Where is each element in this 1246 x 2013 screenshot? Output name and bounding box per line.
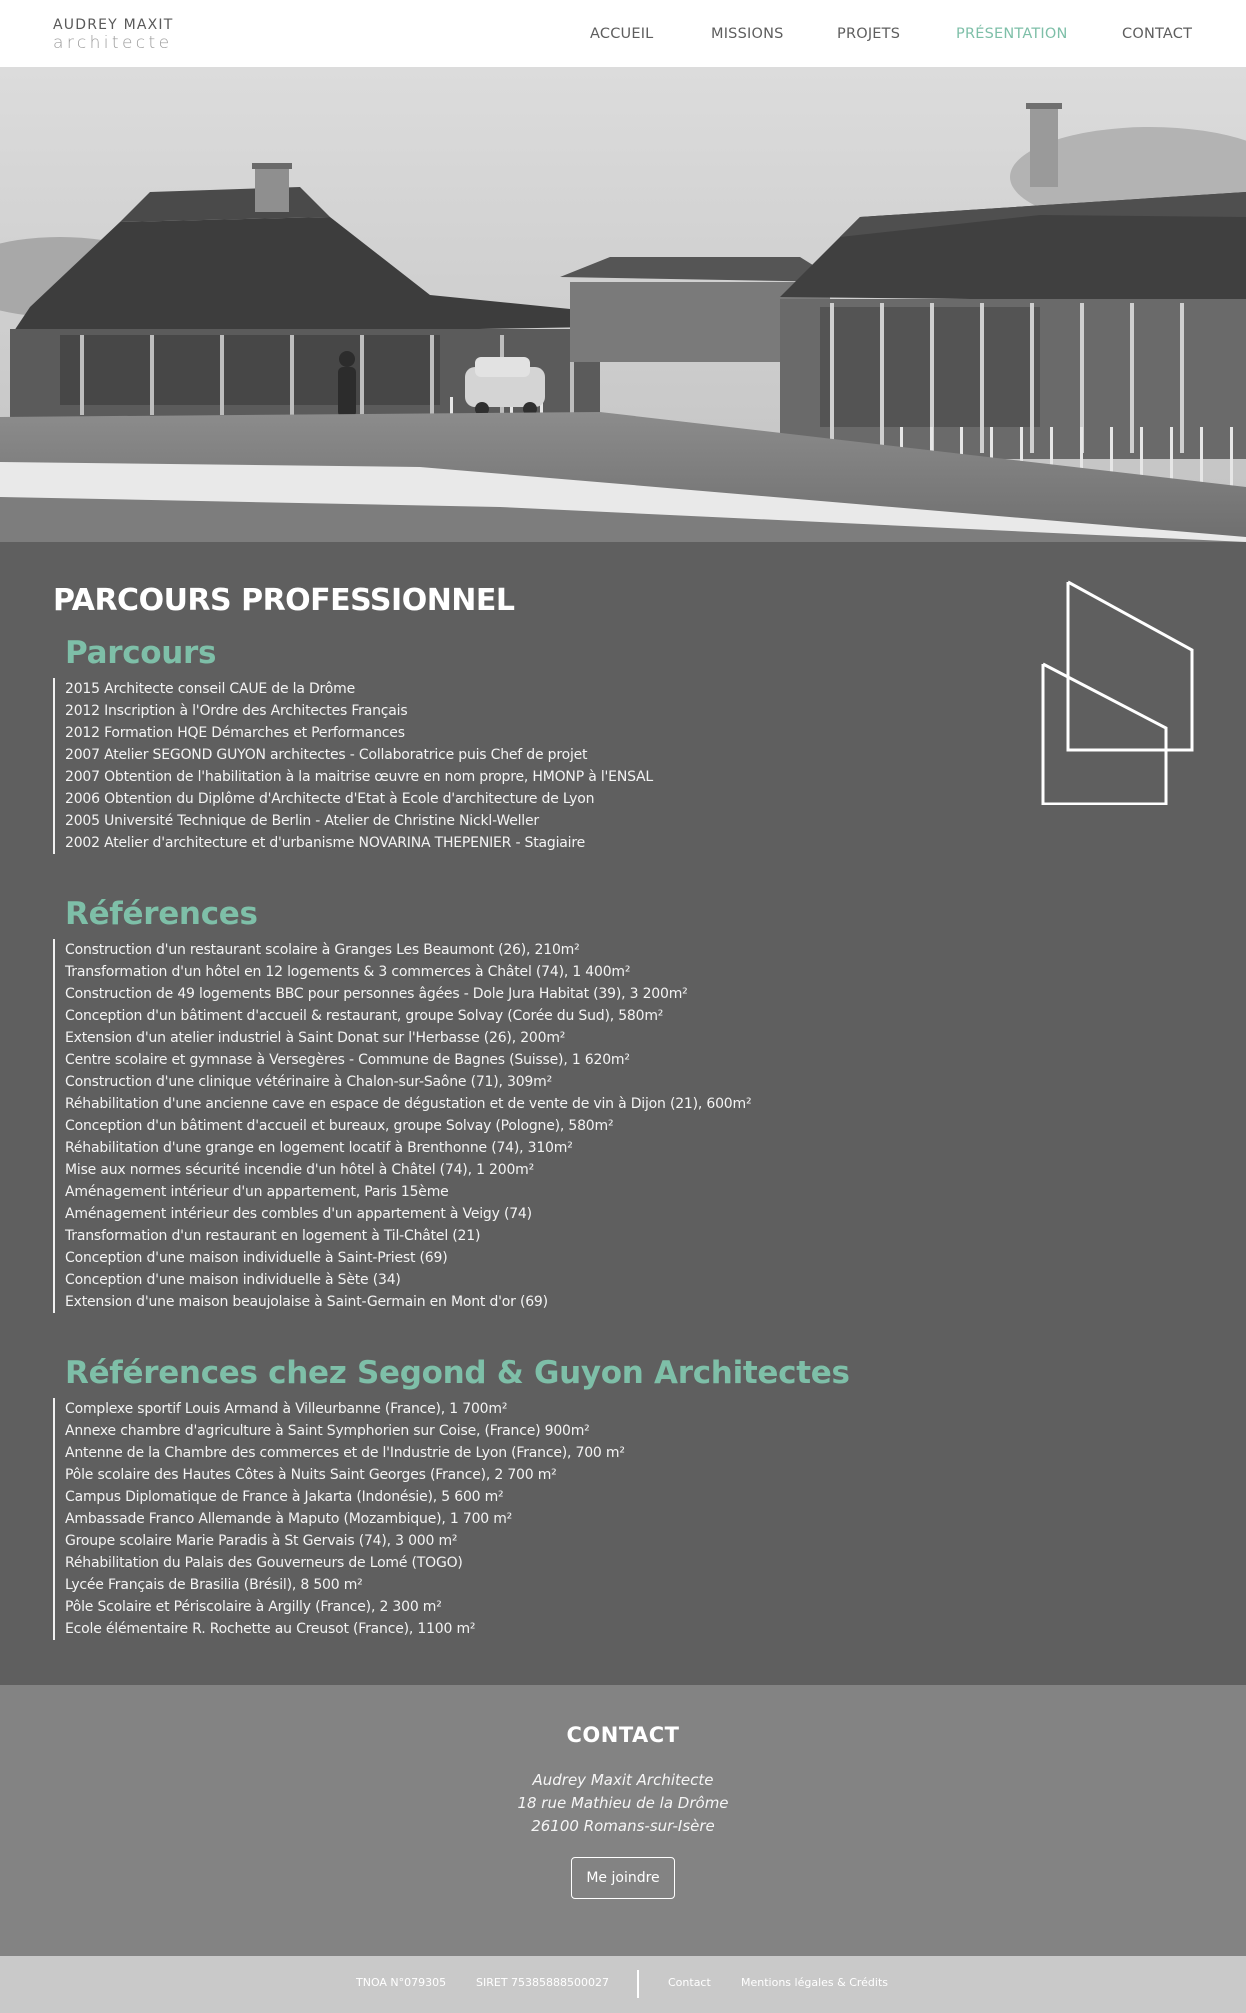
list-item: Construction de 49 logements BBC pour personnes âgées - Dole Jura Habitat (39), 3 200m² <box>65 986 688 1002</box>
contact-street: 18 rue Mathieu de la Drôme <box>517 1794 729 1812</box>
site-footer <box>0 1956 1246 2013</box>
footer-siret: SIRET 75385888500027 <box>476 1976 610 1989</box>
list-item: Pôle Scolaire et Périscolaire à Argilly (France), 2 300 m² <box>65 1599 442 1615</box>
references-segond-block <box>53 1354 850 1640</box>
list-item: Pôle scolaire des Hautes Côtes à Nuits Saint Georges (France), 2 700 m² <box>65 1467 557 1483</box>
footer-legal-link[interactable]: Mentions légales & Crédits <box>741 1976 889 1989</box>
list-item: Conception d'un bâtiment d'accueil & restaurant, groupe Solvay (Corée du Sud), 580m² <box>65 1008 664 1024</box>
list-item: Aménagement intérieur des combles d'un appartement à Veigy (74) <box>65 1206 532 1222</box>
list-item: Transformation d'un hôtel en 12 logements & 3 commerces à Châtel (74), 1 400m² <box>65 964 631 980</box>
logo-name: AUDREY MAXIT <box>53 17 174 33</box>
contact-city: 26100 Romans-sur-Isère <box>531 1817 715 1835</box>
list-item: Annexe chambre d'agriculture à Saint Symphorien sur Coise, (France) 900m² <box>65 1423 590 1439</box>
list-item: Lycée Français de Brasilia (Brésil), 8 500 m² <box>65 1577 363 1593</box>
list-item: Construction d'un restaurant scolaire à Granges Les Beaumont (26), 210m² <box>65 942 580 958</box>
list-item: Groupe scolaire Marie Paradis à St Gervais (74), 3 000 m² <box>65 1533 458 1549</box>
site-header <box>0 0 1246 67</box>
list-item: Extension d'une maison beaujolaise à Saint-Germain en Mont d'or (69) <box>65 1294 548 1310</box>
list-item: Mise aux normes sécurité incendie d'un hôtel à Châtel (74), 1 200m² <box>65 1162 534 1178</box>
site-logo[interactable] <box>53 17 193 52</box>
contact-button[interactable]: Me joindre <box>571 1857 675 1899</box>
parcours-block <box>53 634 653 854</box>
list-item: Réhabilitation du Palais des Gouverneurs de Lomé (TOGO) <box>65 1555 463 1571</box>
list-item: Ecole élémentaire R. Rochette au Creusot (France), 1100 m² <box>65 1621 476 1637</box>
references-list <box>53 939 751 1313</box>
list-item: 2015 Architecte conseil CAUE de la Drôme <box>65 681 355 697</box>
nav-presentation[interactable]: PRÉSENTATION <box>956 26 1068 42</box>
parcours-title: Parcours <box>65 635 217 671</box>
list-item: Construction d'une clinique vétérinaire à Chalon-sur-Saône (71), 309m² <box>65 1074 552 1090</box>
list-item: Aménagement intérieur d'un appartement, Paris 15ème <box>65 1184 449 1200</box>
list-item: Ambassade Franco Allemande à Maputo (Mozambique), 1 700 m² <box>65 1511 513 1527</box>
list-item: Conception d'une maison individuelle à Saint-Priest (69) <box>65 1250 448 1266</box>
logo-subtitle: architecte <box>53 33 173 53</box>
footer-tnoa: TNOA N°079305 <box>356 1976 447 1989</box>
nav-missions[interactable]: MISSIONS <box>711 26 784 42</box>
contact-section <box>0 1685 1246 1956</box>
page-title: PARCOURS PROFESSIONNEL <box>53 583 515 618</box>
contact-title: CONTACT <box>566 1723 680 1747</box>
references-segond-list <box>53 1398 850 1640</box>
references-block <box>53 895 751 1313</box>
list-item: 2007 Atelier SEGOND GUYON architectes - Collaboratrice puis Chef de projet <box>65 747 588 763</box>
footer-contact-link[interactable]: Contact <box>668 1976 711 1989</box>
list-item: Campus Diplomatique de France à Jakarta (Indonésie), 5 600 m² <box>65 1489 504 1505</box>
footer-divider <box>637 1970 639 1998</box>
list-item: Transformation d'un restaurant en logement à Til-Châtel (21) <box>65 1228 481 1244</box>
list-item: 2006 Obtention du Diplôme d'Architecte d'Etat à Ecole d'architecture de Lyon <box>65 791 595 807</box>
list-item: Centre scolaire et gymnase à Versegères - Commune de Bagnes (Suisse), 1 620m² <box>65 1052 630 1068</box>
hero-image <box>0 67 1246 542</box>
nav-accueil[interactable]: ACCUEIL <box>590 26 654 42</box>
parcours-list <box>53 678 653 854</box>
list-item: 2005 Université Technique de Berlin - Atelier de Christine Nickl-Weller <box>65 813 539 829</box>
hero-illustration <box>0 67 1246 542</box>
list-item: Complexe sportif Louis Armand à Villeurbanne (France), 1 700m² <box>65 1401 508 1417</box>
nav-contact[interactable]: CONTACT <box>1122 26 1193 42</box>
references-title: Références <box>65 896 258 932</box>
references-segond-title: Références chez Segond & Guyon Architectes <box>65 1355 850 1391</box>
list-item: 2002 Atelier d'architecture et d'urbanisme NOVARINA THEPENIER - Stagiaire <box>65 835 586 851</box>
house-outline-icon <box>1040 580 1200 805</box>
nav-projets[interactable]: PROJETS <box>837 26 901 42</box>
list-item: Réhabilitation d'une grange en logement locatif à Brenthonne (74), 310m² <box>65 1140 573 1156</box>
list-item: Conception d'un bâtiment d'accueil et bureaux, groupe Solvay (Pologne), 580m² <box>65 1118 614 1134</box>
list-item: Extension d'un atelier industriel à Saint Donat sur l'Herbasse (26), 200m² <box>65 1030 566 1046</box>
list-item: Conception d'une maison individuelle à Sète (34) <box>65 1272 401 1288</box>
list-item: Antenne de la Chambre des commerces et de l'Industrie de Lyon (France), 700 m² <box>65 1445 625 1461</box>
list-item: 2007 Obtention de l'habilitation à la maitrise œuvre en nom propre, HMONP à l'ENSAL <box>65 769 654 785</box>
contact-name: Audrey Maxit Architecte <box>532 1771 714 1789</box>
list-item: 2012 Formation HQE Démarches et Performances <box>65 725 405 741</box>
list-item: 2012 Inscription à l'Ordre des Architectes Français <box>65 703 408 719</box>
list-item: Réhabilitation d'une ancienne cave en espace de dégustation et de vente de vin à Dijon (21), 600m² <box>65 1096 752 1112</box>
